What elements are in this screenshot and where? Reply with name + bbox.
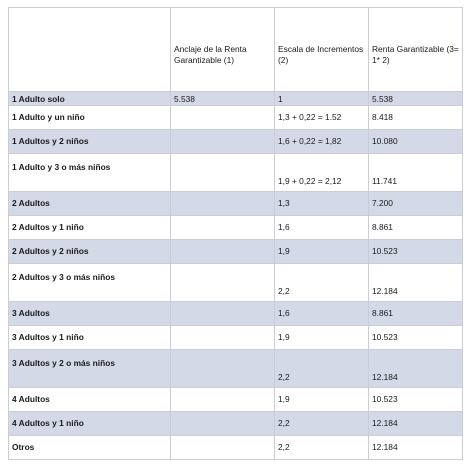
row-label: 3 Adultos y 1 niño bbox=[9, 326, 171, 350]
header-renta: Renta Garantizable (3= 1* 2) bbox=[369, 8, 463, 92]
renta-garantizable-table bbox=[8, 7, 463, 460]
cell-escala: 1,6 + 0,22 = 1,82 bbox=[275, 130, 369, 154]
cell-escala: 1,9 bbox=[275, 388, 369, 412]
row-label: 1 Adulto y un niño bbox=[9, 106, 171, 130]
cell-escala: 1,9 + 0,22 = 2,12 bbox=[275, 154, 369, 192]
cell-anclaje bbox=[171, 216, 275, 240]
cell-anclaje bbox=[171, 436, 275, 460]
cell-anclaje bbox=[171, 302, 275, 326]
row-label: 1 Adultos y 2 niños bbox=[9, 130, 171, 154]
cell-anclaje bbox=[171, 192, 275, 216]
row-label: 3 Adultos bbox=[9, 302, 171, 326]
cell-renta: 7.200 bbox=[369, 192, 463, 216]
table-row bbox=[9, 92, 463, 106]
cell-escala: 1 bbox=[275, 92, 369, 106]
cell-renta: 10.523 bbox=[369, 388, 463, 412]
cell-escala: 1,3 bbox=[275, 192, 369, 216]
table-row bbox=[9, 240, 463, 264]
row-label: Otros bbox=[9, 436, 171, 460]
row-label: 2 Adultos y 3 o más niños bbox=[9, 264, 171, 302]
header-empty bbox=[9, 8, 171, 92]
cell-escala: 2,2 bbox=[275, 412, 369, 436]
cell-renta: 10.523 bbox=[369, 240, 463, 264]
cell-anclaje bbox=[171, 412, 275, 436]
cell-anclaje bbox=[171, 264, 275, 302]
cell-escala: 1,6 bbox=[275, 216, 369, 240]
cell-renta: 8.418 bbox=[369, 106, 463, 130]
table-row bbox=[9, 106, 463, 130]
table-row bbox=[9, 350, 463, 388]
cell-escala: 2,2 bbox=[275, 436, 369, 460]
cell-renta: 10.080 bbox=[369, 130, 463, 154]
cell-renta: 12.184 bbox=[369, 350, 463, 388]
row-label: 4 Adultos y 1 niño bbox=[9, 412, 171, 436]
renta-table-container bbox=[8, 7, 462, 460]
cell-anclaje bbox=[171, 326, 275, 350]
header-anclaje: Anclaje de la Renta Garantizable (1) bbox=[171, 8, 275, 92]
cell-anclaje bbox=[171, 240, 275, 264]
cell-renta: 10.523 bbox=[369, 326, 463, 350]
cell-renta: 8.861 bbox=[369, 216, 463, 240]
header-escala: Escala de Incrementos (2) bbox=[275, 8, 369, 92]
table-row bbox=[9, 192, 463, 216]
table-row bbox=[9, 326, 463, 350]
cell-escala: 1,3 + 0,22 = 1.52 bbox=[275, 106, 369, 130]
cell-escala: 1,9 bbox=[275, 326, 369, 350]
table-row bbox=[9, 216, 463, 240]
row-label: 2 Adultos y 2 niños bbox=[9, 240, 171, 264]
row-label: 2 Adultos bbox=[9, 192, 171, 216]
cell-anclaje bbox=[171, 154, 275, 192]
cell-anclaje bbox=[171, 106, 275, 130]
table-row bbox=[9, 264, 463, 302]
cell-escala: 2,2 bbox=[275, 264, 369, 302]
cell-renta: 5.538 bbox=[369, 92, 463, 106]
cell-anclaje bbox=[171, 388, 275, 412]
cell-escala: 1,9 bbox=[275, 240, 369, 264]
table-row bbox=[9, 154, 463, 192]
row-label: 1 Adulto solo bbox=[9, 92, 171, 106]
table-row bbox=[9, 388, 463, 412]
table-row bbox=[9, 436, 463, 460]
row-label: 4 Adultos bbox=[9, 388, 171, 412]
table-header-row bbox=[9, 8, 463, 92]
cell-renta: 8.861 bbox=[369, 302, 463, 326]
table-row bbox=[9, 412, 463, 436]
cell-renta: 11.741 bbox=[369, 154, 463, 192]
row-label: 3 Adultos y 2 o más niños bbox=[9, 350, 171, 388]
row-label: 1 Adulto y 3 o más niños bbox=[9, 154, 171, 192]
cell-anclaje bbox=[171, 130, 275, 154]
cell-renta: 12.184 bbox=[369, 264, 463, 302]
cell-escala: 2,2 bbox=[275, 350, 369, 388]
cell-renta: 12.184 bbox=[369, 436, 463, 460]
table-row bbox=[9, 130, 463, 154]
table-row bbox=[9, 302, 463, 326]
cell-escala: 1,6 bbox=[275, 302, 369, 326]
cell-renta: 12.184 bbox=[369, 412, 463, 436]
cell-anclaje bbox=[171, 350, 275, 388]
cell-anclaje: 5.538 bbox=[171, 92, 275, 106]
row-label: 2 Adultos y 1 niño bbox=[9, 216, 171, 240]
